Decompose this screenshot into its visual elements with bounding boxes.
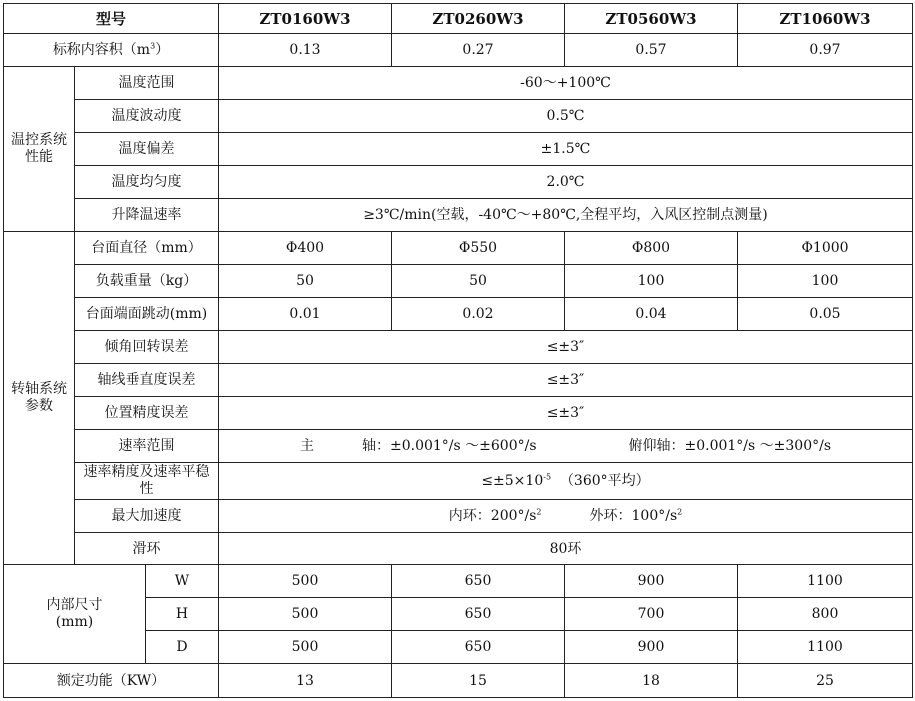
volume-value: 0.13 [219,34,392,67]
volume-label: 标称内容积$(m^3)$ [4,34,219,67]
perpendicularity-value: ≤±3″ [219,364,913,397]
load-weight-label: 负载重量（kg） [75,265,219,298]
slip-ring-row [4,533,913,565]
max-accel-label: 最大加速度 [75,500,219,533]
runout-value: 0.01 [219,298,392,331]
volume-row [4,34,913,67]
axis-group-label: 转轴系统参数 [4,232,75,565]
inner-size-w-row [4,565,913,598]
perpendicularity-label: 轴线垂直度误差 [75,364,219,397]
runout-value: 0.05 [738,298,913,331]
model-3: ZT0560W3 [565,4,738,34]
table-diameter-value: Φ550 [392,232,565,265]
rate-precision-label: 速率精度及速率平稳性 [75,463,219,500]
main-axis-label-2: 轴： [361,438,390,454]
load-weight-row [4,265,913,298]
tilt-error-row [4,331,913,364]
inner-size-value: 900 [565,565,738,598]
power-row [4,664,913,698]
volume-value: 0.27 [392,34,565,67]
temp-fluctuation-label: 温度波动度 [75,100,219,133]
temp-fluctuation-value: 0.5℃ [219,100,913,133]
power-value: 13 [219,664,392,698]
inner-size-value: 650 [392,631,565,664]
table-diameter-row [4,232,913,265]
temp-uniformity-value: 2.0℃ [219,166,913,199]
rate-range-value [219,430,913,463]
volume-value: 0.97 [738,34,913,67]
tilt-error-value: ≤±3″ [219,331,913,364]
main-axis-value: ±0.001°/s ～±600°/s [389,438,537,454]
header-row [4,4,913,34]
runout-row [4,298,913,331]
volume-value: 0.57 [565,34,738,67]
temp-rate-row [4,199,913,232]
position-accuracy-row [4,397,913,430]
model-label: 型号 [4,4,219,34]
model-4: ZT1060W3 [738,4,913,34]
power-label: 额定功能（KW） [4,664,219,698]
table-diameter-value: Φ1000 [738,232,913,265]
inner-size-value: 650 [392,565,565,598]
table-diameter-value: Φ400 [219,232,392,265]
temp-rate-value: ≥3℃/min(空载，-40℃～+80℃,全程平均，入风区控制点测量) [219,199,913,232]
inner-size-value: 800 [738,598,913,631]
inner-size-dim: D [146,631,219,664]
slip-ring-label: 滑环 [75,533,219,565]
power-value: 15 [392,664,565,698]
temp-range-row [4,67,913,100]
temp-deviation-label: 温度偏差 [75,133,219,166]
inner-size-value: 700 [565,598,738,631]
spec-table [3,3,913,698]
load-weight-value: 50 [219,265,392,298]
table-diameter-value: Φ800 [565,232,738,265]
inner-size-value: 1100 [738,565,913,598]
inner-size-value: 500 [219,598,392,631]
temp-uniformity-row [4,166,913,199]
power-value: 18 [565,664,738,698]
power-value: 25 [738,664,913,698]
inner-size-value: 1100 [738,631,913,664]
inner-size-label: 内部尺寸 (mm) [4,565,146,664]
temp-deviation-value: ±1.5℃ [219,133,913,166]
rate-range-row [4,430,913,463]
inner-size-dim: H [146,598,219,631]
rate-precision-value: $\le\pm 5\times 10^{-5}$ （360°平均） [219,463,913,500]
temp-group-label: 温控系统性能 [4,67,75,232]
temp-range-label: 温度范围 [75,67,219,100]
max-accel-row [4,500,913,533]
runout-label: 台面端面跳动(mm) [75,298,219,331]
tilt-error-label: 倾角回转误差 [75,331,219,364]
load-weight-value: 50 [392,265,565,298]
temp-uniformity-label: 温度均匀度 [75,166,219,199]
main-axis-label: 主 [299,438,314,454]
temp-deviation-row [4,133,913,166]
inner-size-value: 900 [565,631,738,664]
temp-range-value: -60～+100℃ [219,67,913,100]
pitch-axis-label: 俯仰轴： [628,438,685,454]
load-weight-value: 100 [565,265,738,298]
table-diameter-label: 台面直径（mm） [75,232,219,265]
temp-rate-label: 升降温速率 [75,199,219,232]
position-accuracy-value: ≤±3″ [219,397,913,430]
rate-precision-row [4,463,913,500]
runout-value: 0.04 [565,298,738,331]
pitch-axis-value: ±0.001°/s ～±300°/s [684,438,832,454]
inner-size-dim: W [146,565,219,598]
inner-size-value: 650 [392,598,565,631]
model-1: ZT0160W3 [219,4,392,34]
temp-fluctuation-row [4,100,913,133]
inner-size-value: 500 [219,565,392,598]
inner-size-value: 500 [219,631,392,664]
rate-range-label: 速率范围 [75,430,219,463]
model-2: ZT0260W3 [392,4,565,34]
slip-ring-value: 80环 [219,533,913,565]
load-weight-value: 100 [738,265,913,298]
position-accuracy-label: 位置精度误差 [75,397,219,430]
runout-value: 0.02 [392,298,565,331]
max-accel-value: 内环：$200^\circ/s^2$ 外环：$100^\circ/s^2$ [219,500,913,533]
perpendicularity-row [4,364,913,397]
